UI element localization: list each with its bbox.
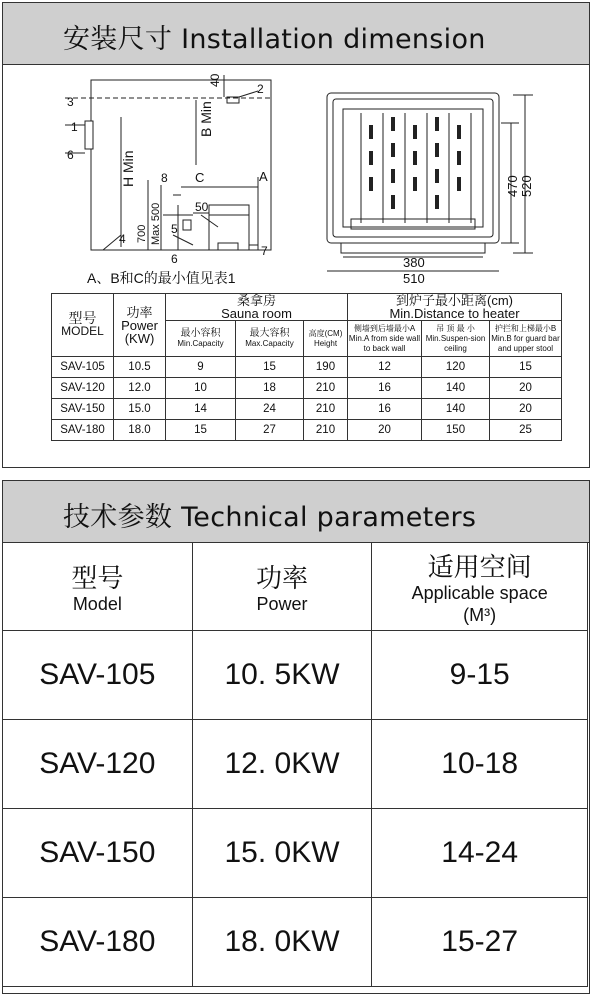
label-c: C: [195, 170, 205, 185]
label-50: 50: [195, 200, 209, 214]
hdr-min-distance: 到炉子最小距离(cm) Min.Distance to heater: [348, 294, 562, 321]
table-row: SAV-105 10. 5KW 9-15: [3, 631, 588, 720]
label-700: 700: [136, 224, 148, 243]
hdr-model: 型号 Model: [3, 543, 193, 631]
hdr-suspension: 吊 顶 最 小 Min.Suspen-sion ceiling: [422, 321, 490, 357]
label-a: A: [259, 169, 268, 184]
label-2: 2: [257, 82, 264, 96]
label-510: 510: [403, 271, 425, 286]
label-3: 3: [67, 95, 74, 109]
label-40: 40: [208, 73, 222, 87]
table-row: SAV-120 12. 0KW 10-18: [3, 720, 588, 809]
table-row: SAV-150 15. 0KW 14-24: [3, 809, 588, 898]
label-5: 5: [171, 222, 178, 236]
table-row: SAV-180 18. 0KW 15-27: [3, 898, 588, 987]
label-max500: Max 500: [150, 202, 162, 245]
table-row: SAV-180 18.0 15 27 210 20 150 25: [52, 420, 562, 441]
table-row: SAV-120 12.0 10 18 210 16 140 20: [52, 378, 562, 399]
side-view-diagram: [3, 65, 303, 295]
table-row: SAV-150 15.0 14 24 210 16 140 20: [52, 399, 562, 420]
label-bmin: B Min: [198, 101, 214, 137]
label-4: 4: [119, 232, 126, 246]
label-hmin: H Min: [120, 150, 136, 187]
technical-title: 技术参数 Technical parameters: [63, 502, 477, 533]
installation-title: 安装尺寸 Installation dimension: [63, 24, 486, 55]
label-520: 520: [519, 175, 534, 197]
label-380: 380: [403, 255, 425, 270]
installation-table: [51, 293, 562, 441]
technical-table: [2, 542, 588, 987]
installation-banner: [3, 3, 589, 65]
table-row: SAV-105 10.5 9 15 190 12 120 15: [52, 357, 562, 378]
installation-section: [2, 2, 590, 468]
label-7: 7: [261, 244, 268, 258]
technical-banner: [3, 481, 589, 543]
hdr-max-capacity: 最大容积 Max.Capacity: [236, 321, 304, 357]
label-6a: 6: [67, 148, 74, 162]
hdr-min-b: 护拦和上梯最小B Min.B for guard bar and upper stool: [490, 321, 562, 357]
hdr-sauna-room: 桑拿房 Sauna room: [166, 294, 348, 321]
label-1: 1: [71, 120, 78, 134]
hdr-model: 型号 MODEL: [52, 294, 114, 357]
hdr-applicable-space: 适用空间 Applicable space (M³): [372, 543, 588, 631]
label-8: 8: [161, 171, 168, 185]
top-view-diagram: [321, 87, 541, 287]
hdr-height: 高度(CM) Height: [304, 321, 348, 357]
hdr-min-capacity: 最小容积 Min.Capacity: [166, 321, 236, 357]
label-6b: 6: [171, 252, 178, 266]
label-470: 470: [505, 175, 520, 197]
hdr-min-a: 侧墙到后墙最小A Min.A from side wall to back wall: [348, 321, 422, 357]
hdr-power: 功率 Power: [192, 543, 372, 631]
hdr-power: 功率 Power (KW): [114, 294, 166, 357]
diagram-caption: A、B和C的最小值见表1: [87, 270, 236, 286]
